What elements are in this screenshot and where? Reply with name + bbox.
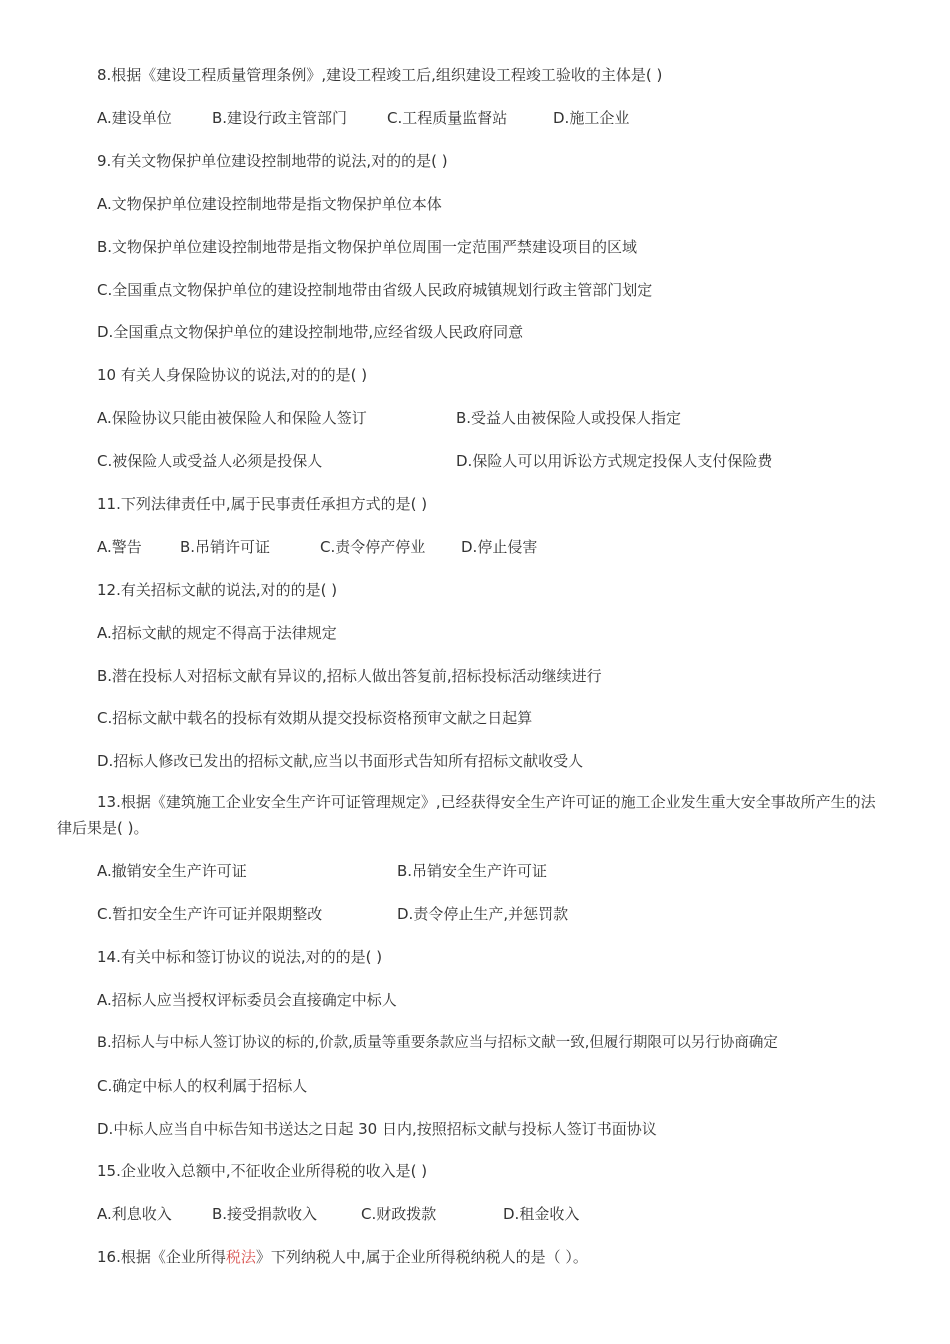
question-8-option-c: C.工程质量监督站 [387, 109, 508, 127]
question-14-option-c: C.确定中标人的权利属于招标人 [97, 1077, 308, 1095]
question-14-option-d: D.中标人应当自中标告知书送达之日起 30 日内,按照招标文献与投标人签订书面协议 [97, 1120, 657, 1138]
question-10-option-a: A.保险协议只能由被保险人和保险人签订 [97, 409, 367, 427]
question-16-stem-end: 》下列纳税人中,属于企业所得税纳税人的是（ ）。 [255, 1248, 588, 1266]
question-11-option-a: A.警告 [97, 538, 142, 556]
question-12-stem: 12.有关招标文献的说法,对的的是( ) [97, 581, 338, 599]
question-14-stem: 14.有关中标和签订协议的说法,对的的是( ) [97, 948, 383, 966]
question-11-stem: 11.下列法律责任中,属于民事责任承担方式的是( ) [97, 495, 428, 513]
question-8-option-d: D.施工企业 [553, 109, 630, 127]
question-12-option-a: A.招标文献的规定不得高于法律规定 [97, 624, 337, 642]
question-15-option-d: D.租金收入 [503, 1205, 580, 1223]
question-13-option-d: D.责令停止生产,并惩罚款 [397, 905, 569, 923]
question-11-option-d: D.停止侵害 [461, 538, 538, 556]
question-14-option-b: B.招标人与中标人签订协议的标的,价款,质量等重要条款应当与招标文献一致,但履行期限可以另行协商确定 [97, 1035, 778, 1051]
question-9-option-c: C.全国重点文物保护单位的建设控制地带由省级人民政府城镇规划行政主管部门划定 [97, 281, 653, 299]
question-13-option-a: A.撤销安全生产许可证 [97, 862, 247, 880]
question-12-option-c: C.招标文献中载名的投标有效期从提交投标资格预审文献之日起算 [97, 709, 533, 727]
question-12-option-d: D.招标人修改已发出的招标文献,应当以书面形式告知所有招标文献收受人 [97, 752, 584, 770]
question-9-option-a: A.文物保护单位建设控制地带是指文物保护单位本体 [97, 195, 442, 213]
question-15-option-c: C.财政拨款 [361, 1205, 437, 1223]
question-8-option-b: B.建设行政主管部门 [212, 109, 348, 127]
question-10-stem: 10 有关人身保险协议的说法,对的的是( ) [97, 366, 368, 384]
question-11-option-c: C.责令停产停业 [320, 538, 426, 556]
question-15-option-b: B.接受捐款收入 [212, 1205, 318, 1223]
question-13-option-c: C.暂扣安全生产许可证并限期整改 [97, 905, 323, 923]
question-15-stem: 15.企业收入总额中,不征收企业所得税的收入是( ) [97, 1162, 428, 1180]
question-13-option-b: B.吊销安全生产许可证 [397, 862, 548, 880]
question-16-stem [97, 1246, 588, 1268]
question-9-option-d: D.全国重点文物保护单位的建设控制地带,应经省级人民政府同意 [97, 323, 524, 341]
question-15-option-a: A.利息收入 [97, 1205, 172, 1223]
question-16-stem-start: 16.根据《企业所得 [97, 1248, 226, 1266]
question-11-option-b: B.吊销许可证 [180, 538, 271, 556]
tax-law-link[interactable]: 税法 [225, 1248, 256, 1266]
question-10-option-d: D.保险人可以用诉讼方式规定投保人支付保险费 [456, 452, 773, 470]
question-12-option-b: B.潜在投标人对招标文献有异议的,招标人做出答复前,招标投标活动继续进行 [97, 667, 602, 685]
question-13-stem: 13.根据《建筑施工企业安全生产许可证管理规定》,已经获得安全生产许可证的施工企业发生重大安全事故所产生的法律后果是( )。 [57, 793, 876, 837]
question-8-option-a: A.建设单位 [97, 109, 172, 127]
question-14-option-a: A.招标人应当授权评标委员会直接确定中标人 [97, 991, 397, 1009]
question-10-option-b: B.受益人由被保险人或投保人指定 [456, 409, 682, 427]
question-8-stem: 8.根据《建设工程质量管理条例》,建设工程竣工后,组织建设工程竣工验收的主体是( ) [97, 66, 663, 84]
question-10-option-c: C.被保险人或受益人必须是投保人 [97, 452, 323, 470]
question-9-stem: 9.有关文物保护单位建设控制地带的说法,对的的是( ) [97, 152, 448, 170]
question-9-option-b: B.文物保护单位建设控制地带是指文物保护单位周围一定范围严禁建设项目的区域 [97, 238, 638, 256]
